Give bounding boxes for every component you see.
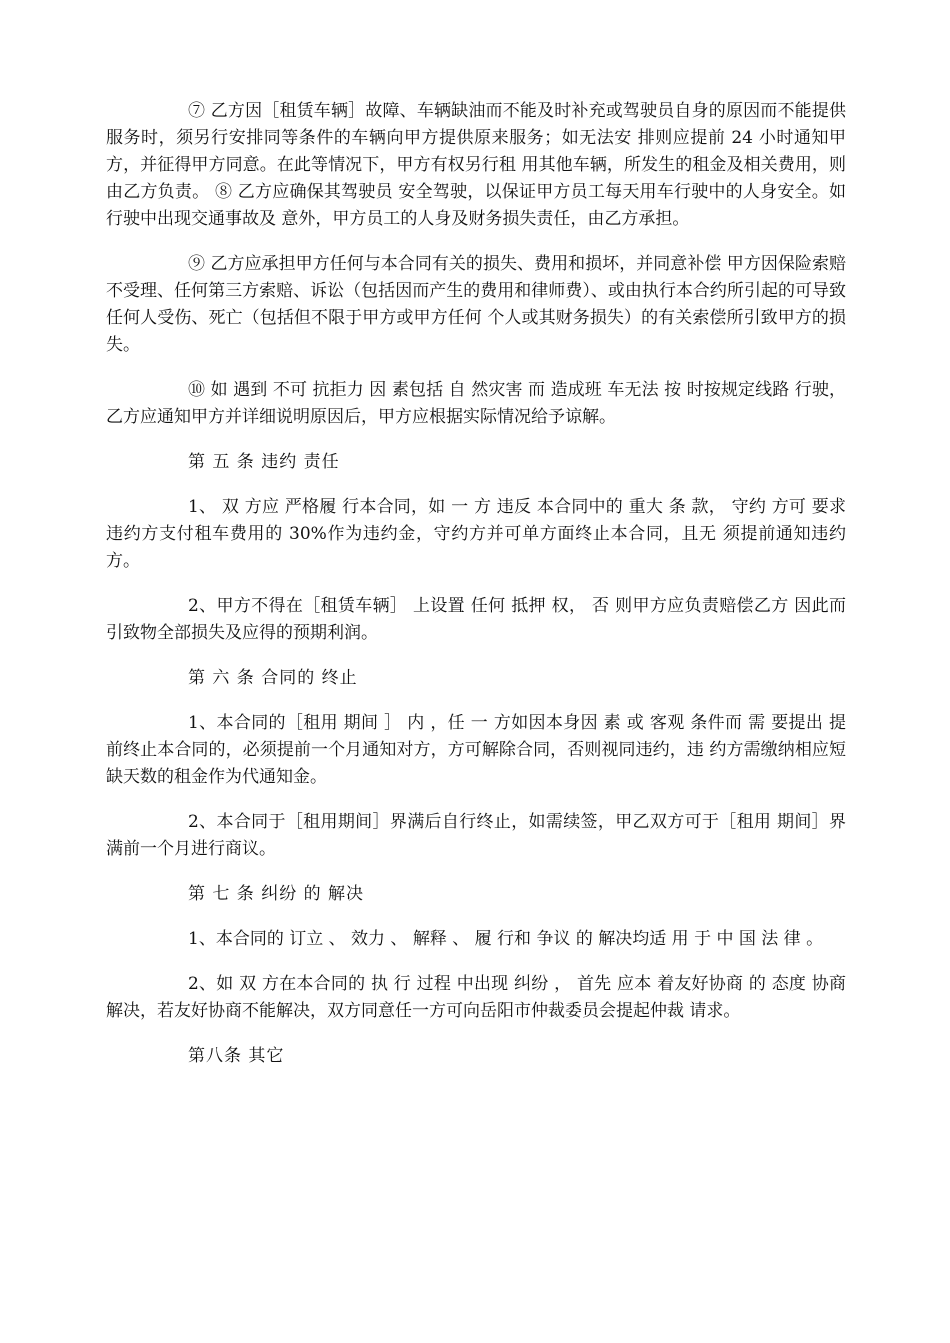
clause-9-paragraph: ⑨ 乙方应承担甲方任何与本合同有关的损失、费用和损坏，并同意补偿 甲方因保险索赔不受理、任何第三方索赔、诉讼（包括因而产生的费用和律师费）、或由执行本合约所引起的可导致任何人受伤、死亡（包括但不限于甲方或甲方任何 个人或其财务损失）的有关索偿所引致甲方的损失。 [106, 254, 846, 355]
article-8-heading: 第八条 其它 [188, 1046, 285, 1066]
article-5-item-2: 2、甲方不得在［租赁车辆］ 上设置 任何 抵押 权， 否 则甲方应负责赔偿乙方 因此而引致物全部损失及应得的预期利润。 [106, 596, 846, 643]
clause-10-paragraph: ⑩ 如 遇到 不可 抗拒力 因 素包括 自 然灾害 而 造成班 车无法 按 时按规定线路 行驶，乙方应通知甲方并详细说明原因后，甲方应根据实际情况给予谅解。 [106, 380, 846, 427]
article-5-heading: 第 五 条 违约 责任 [188, 452, 340, 472]
article-7-item-2: 2、如 双 方在本合同的 执 行 过程 中出现 纠纷 ， 首先 应本 着友好协商 的 态度 协商解决，若友好协商不能解决，双方同意任一方可向岳阳市仲裁委员会提起仲裁 请求。 [106, 974, 846, 1021]
article-6-item-1: 1、本合同的［租用 期间 ］ 内 ，任 一 方如因本身因 素 或 客观 条件而 需 要提出 提前终止本合同的，必须提前一个月通知对方，方可解除合同，否则视同违约，违 约方需缴纳相应短缺天数的租金作为代通知金。 [106, 713, 846, 787]
article-7-item-1: 1、本合同的 订立 、 效力 、 解释 、 履 行和 争议 的 解决均适 用 于 中 国 法 律 。 [188, 929, 824, 949]
article-6-heading: 第 六 条 合同的 终止 [188, 668, 358, 688]
article-5-item-1: 1、 双 方应 严格履 行本合同，如 一 方 违反 本合同中的 重大 条 款， 守约 方可 要求违约方支付租车费用的 30%作为违约金，守约方并可单方面终止本合同，且无 须提前通知违约方。 [106, 497, 846, 571]
clause-7-8-paragraph: ⑦ 乙方因［租赁车辆］故障、车辆缺油而不能及时补充或驾驶员自身的原因而不能提供服务时，须另行安排同等条件的车辆向甲方提供原来服务；如无法安 排则应提前 24 小时通知甲方，并征得甲方同意。在此等情况下，甲方有权另行租 用其他车辆，所发生的租金及相关费用，则由乙方负责。 ⑧ 乙方应确保其驾驶员 安全驾驶，以保证甲方员工每天用车行驶中的人身安全。如行驶中出现交通事故及 意外，甲方员工的人身及财务损失责任，由乙方承担。 [106, 101, 846, 229]
document-page [106, 98, 846, 1088]
article-7-heading: 第 七 条 纠纷 的 解决 [188, 884, 365, 904]
article-6-item-2: 2、本合同于［租用期间］界满后自行终止，如需续签，甲乙双方可于［租用 期间］界满前一个月进行商议。 [106, 812, 846, 859]
